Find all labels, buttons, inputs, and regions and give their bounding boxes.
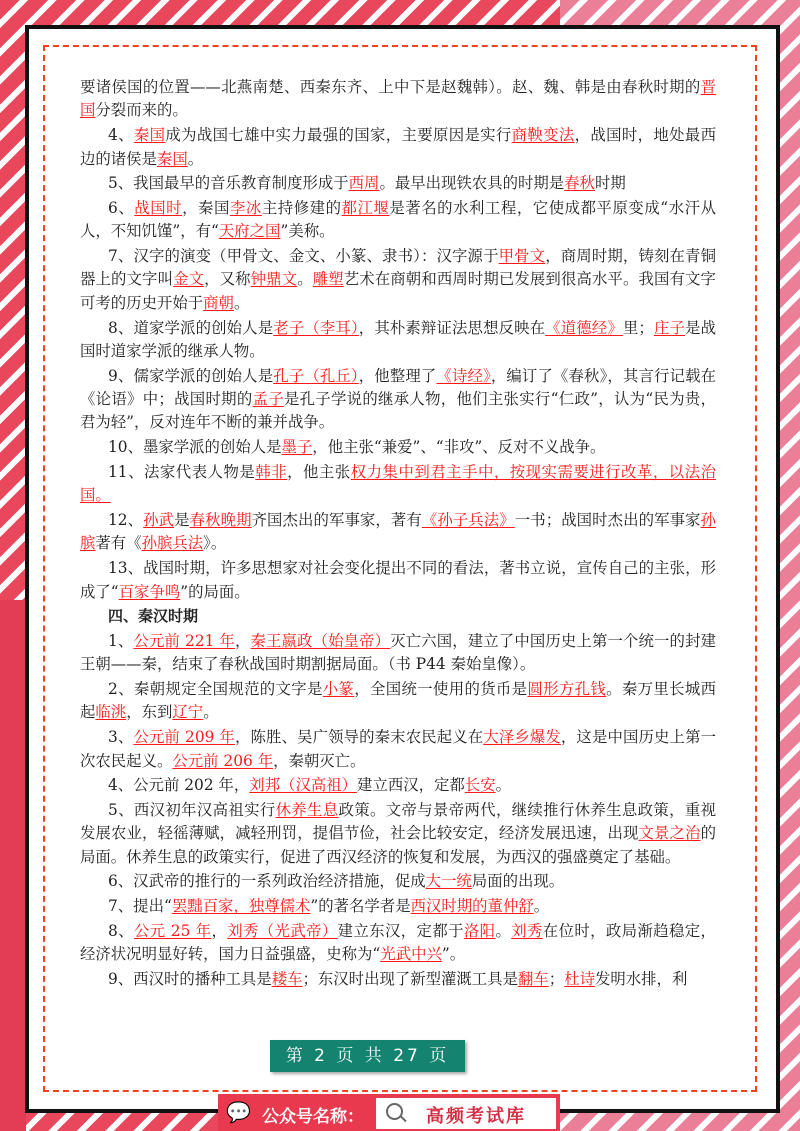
text-segment: 四、秦汉时期 <box>108 607 199 626</box>
paragraph <box>80 365 716 435</box>
highlighted-answer: 战国时 <box>134 198 183 217</box>
text-segment: 。 <box>533 897 550 916</box>
highlighted-answer: 罢黜百家，独尊儒术 <box>171 897 311 916</box>
highlighted-answer: 西汉时期的董仲舒 <box>410 897 534 916</box>
highlighted-answer: 耧车 <box>271 969 303 988</box>
paragraph <box>80 774 716 797</box>
text-segment: 是 <box>174 510 190 529</box>
text-segment: 建立西汉，定都 <box>357 776 465 795</box>
text-segment: 局面的出现。 <box>471 872 565 891</box>
text-segment: 。 <box>187 149 204 168</box>
highlighted-answer: 《孙子兵法》 <box>421 510 515 529</box>
paragraph <box>80 436 716 459</box>
paragraph <box>80 172 716 195</box>
text-segment: 主持修建的 <box>261 198 342 217</box>
highlighted-answer: 公元前 206 年 <box>172 751 274 770</box>
text-segment: ， <box>234 631 251 650</box>
highlighted-answer: 晋国 <box>80 78 716 120</box>
text-segment: 是孔子学说的继承人物，他们主张实行“仁政”，认为“民为贵，君为轻”，反对连年不断的兼并战争。 <box>80 390 716 432</box>
highlighted-answer: 公元 25 年 <box>133 921 212 940</box>
text-segment: 11、法家代表人物是 <box>108 462 256 481</box>
text-segment: 4、公元前 202 年， <box>108 776 250 795</box>
text-segment: 13、战国时期，许多思想家对社会变化提出不同的看法，著书立说，宣传自己的主张，形成了“ <box>80 559 716 601</box>
text-segment: 艺术在商朝和西周时期已发展到很高水平。我国有文字可考的历史开始于 <box>80 270 716 312</box>
text-segment: 。 <box>233 293 250 312</box>
background-accent <box>0 600 26 1131</box>
highlighted-answer: 春秋 <box>564 174 595 193</box>
paragraph <box>80 76 716 123</box>
text-segment: ，陈胜、吴广领导的秦末农民起义在 <box>234 728 484 747</box>
text-segment: 1、 <box>108 631 134 650</box>
highlighted-answer: 刘秀 <box>511 921 543 940</box>
text-segment: ”美称。 <box>280 222 335 241</box>
text-segment: 》。 <box>203 534 227 553</box>
highlighted-answer: 孙膑 <box>80 510 716 553</box>
highlighted-answer: 都江堰 <box>341 198 390 217</box>
text-segment: 。秦万里长城西起 <box>80 680 716 722</box>
text-segment: 7、提出“ <box>108 897 172 916</box>
page-number-badge: 第 2 页 共 27 页 <box>270 1040 465 1072</box>
text-segment: 3、 <box>108 728 134 747</box>
text-segment: 要诸侯国的位置——北燕南楚、西秦东齐、上中下是赵魏韩）。赵、魏、韩是由春秋时期的 <box>80 78 701 96</box>
highlighted-answer: 商鞅变法 <box>511 126 575 145</box>
text-segment: 9、儒家学派的创始人是 <box>108 366 274 385</box>
paragraph <box>80 678 716 725</box>
highlighted-answer: 小篆 <box>322 680 355 699</box>
highlighted-answer: 杜诗 <box>564 969 595 988</box>
text-segment: 是战国时道家学派的继承人物。 <box>80 318 716 360</box>
highlighted-answer: 春秋晚期 <box>189 510 252 529</box>
paragraph <box>80 920 716 967</box>
text-segment: ， <box>211 921 228 940</box>
text-segment: 。 <box>297 270 313 289</box>
text-segment: 发明水排，利 <box>594 969 688 988</box>
text-segment: ，战国时，地处最西边的诸侯是 <box>80 126 716 168</box>
text-segment: 。 <box>495 921 512 940</box>
paragraph <box>80 509 716 556</box>
text-segment: 。 <box>495 776 511 795</box>
highlighted-answer: 《诗经》 <box>436 366 491 385</box>
text-segment: ”的局面。 <box>180 582 250 601</box>
highlighted-answer: 庄子 <box>653 318 686 337</box>
text-segment: 8、 <box>108 921 134 940</box>
paragraph <box>80 630 716 677</box>
text-segment: ；东汉时出现了新型灌溉工具是 <box>302 969 518 988</box>
text-segment: 成为战国七雄中实力最强的国家，主要原因是实行 <box>165 126 512 145</box>
text-segment: 时期 <box>594 174 626 193</box>
highlighted-answer: 秦王嬴政（始皇帝） <box>250 631 391 650</box>
text-segment: ，商周时期，铸刻在青铜器上的文字叫 <box>80 247 716 289</box>
highlighted-answer: 洛阳 <box>463 921 496 940</box>
text-segment: 6、 <box>108 198 135 217</box>
highlighted-answer: 公元前 209 年 <box>133 728 235 747</box>
paragraph <box>80 461 716 508</box>
text-segment: 9、西汉时的播种工具是 <box>108 969 272 988</box>
highlighted-answer: 甲骨文 <box>498 247 546 266</box>
account-name: 高频考试库 <box>426 1106 526 1127</box>
text-segment: ，他整理了 <box>358 366 437 385</box>
paragraph <box>80 726 716 773</box>
text-segment: ”。 <box>441 945 466 964</box>
highlighted-answer: 孙膑兵法 <box>141 534 204 553</box>
text-segment: 一书；战国时杰出的军事家 <box>514 510 701 529</box>
highlighted-answer: 临洮 <box>95 703 127 722</box>
text-segment: ，这是中国历史上第一次农民起义。 <box>80 728 716 770</box>
highlighted-answer: 韩非 <box>255 462 288 481</box>
text-segment: 2、秦朝规定全国规范的文字是 <box>108 680 323 699</box>
highlighted-answer: 刘邦（汉高祖） <box>249 776 358 795</box>
paragraph <box>80 870 716 893</box>
text-segment: 5、西汉初年汉高祖实行 <box>108 800 276 819</box>
highlighted-answer: 钟鼎文 <box>250 270 298 289</box>
highlighted-answer: 雕塑 <box>312 270 344 289</box>
text-segment: 政策。文帝与景帝两代，继续推行休养生息政策，重视发展农业，轻徭薄赋，减轻刑罚，提倡节俭，社会比较安定，经济发展迅速，出现 <box>80 800 716 843</box>
paragraph <box>80 799 716 869</box>
footer-label: 公众号名称： <box>262 1107 364 1127</box>
highlighted-answer: 圆形方孔钱 <box>527 680 607 699</box>
highlighted-answer: 文景之治 <box>638 824 701 843</box>
paragraph <box>80 197 716 244</box>
text-segment: 8、道家学派的创始人是 <box>108 318 274 337</box>
section-heading <box>80 605 716 628</box>
paragraph <box>80 968 716 991</box>
highlighted-answer: 老子（李耳） <box>273 318 359 337</box>
highlighted-answer: 孟子 <box>252 390 284 409</box>
wechat-icon: 💬 <box>226 1100 251 1124</box>
text-segment: ，秦国 <box>182 198 230 217</box>
text-segment: 里； <box>622 318 654 337</box>
highlighted-answer: 辽宁 <box>172 703 204 722</box>
text-segment: 分裂而来的。 <box>95 101 188 120</box>
text-segment: ”的著名学者是 <box>310 897 411 916</box>
account-search-box[interactable] <box>375 1097 557 1130</box>
highlighted-answer: 秦国 <box>133 126 166 145</box>
highlighted-answer: 长安 <box>464 776 496 795</box>
search-icon <box>386 1103 403 1120</box>
text-segment: ，他主张“兼爱”、“非攻”、反对不义战争。 <box>312 438 606 457</box>
text-segment: ，又称 <box>204 270 251 289</box>
highlighted-answer: 孔子（孔丘） <box>273 366 359 385</box>
text-segment: ，秦朝灭亡。 <box>273 751 366 770</box>
text-segment: ，东到 <box>126 703 173 722</box>
highlighted-answer: 休养生息 <box>275 800 339 819</box>
highlighted-answer: 商朝 <box>203 293 234 312</box>
document-body <box>80 76 716 993</box>
highlighted-answer: 翻车 <box>517 969 549 988</box>
text-segment: 著有《 <box>95 534 142 553</box>
text-segment: 建立东汉，定都于 <box>337 921 464 940</box>
text-segment: 4、 <box>108 126 134 145</box>
text-segment: ； <box>548 969 565 988</box>
text-segment: ，编订了《春秋》，其言行记载在《论语》中；战国时期的 <box>80 366 716 409</box>
highlighted-answer: 百家争鸣 <box>118 582 181 601</box>
text-segment: 。最早出现铁农具的时期是 <box>379 174 565 193</box>
highlighted-answer: 刘秀（光武帝） <box>227 921 338 940</box>
text-segment: ，全国统一使用的货币是 <box>354 680 528 699</box>
highlighted-answer: 光武中兴 <box>380 945 442 964</box>
highlighted-answer: 大泽乡爆发 <box>483 728 561 747</box>
paragraph <box>80 245 716 315</box>
text-segment: 6、汉武帝的推行的一系列政治经济措施，促成 <box>108 872 426 891</box>
text-segment: ，他主张 <box>287 462 351 481</box>
highlighted-answer: 大一统 <box>425 872 472 891</box>
text-segment: 的局面。休养生息的政策实行，促进了西汉经济的恢复和发展，为西汉的强盛奠定了基础。 <box>80 824 716 866</box>
highlighted-answer: 天府之国 <box>218 222 281 241</box>
text-segment: 齐国杰出的军事家，著有 <box>251 510 422 529</box>
text-segment: 12、 <box>108 510 144 529</box>
highlighted-answer: 《道德经》 <box>545 318 623 337</box>
highlighted-answer: 金文 <box>173 270 205 289</box>
text-segment: 是著名的水利工程，它使成都平原变成“水汗从人，不知饥馑”，有“ <box>80 198 716 241</box>
text-segment: ，其朴素辩证法思想反映在 <box>358 318 546 337</box>
paragraph <box>80 895 716 918</box>
text-segment: 灭亡六国，建立了中国历史上第一个统一的封建王朝——秦，结束了春秋战国时期割据局面。（书 P44 秦始皇像）。 <box>80 631 716 674</box>
text-segment: 10、墨家学派的创始人是 <box>108 438 282 457</box>
text-segment: 。 <box>203 703 219 722</box>
paragraph <box>80 557 716 604</box>
text-segment: 7、汉字的演变（甲骨文、金文、小篆、隶书）：汉字源于 <box>108 247 499 266</box>
highlighted-answer: 孙武 <box>143 510 175 529</box>
text-segment: 在位时，政局渐趋稳定，经济状况明显好转，国力日益强盛，史称为“ <box>80 921 716 964</box>
paragraph <box>80 124 716 171</box>
highlighted-answer: 李冰 <box>229 198 262 217</box>
highlighted-answer: 墨子 <box>281 438 313 457</box>
text-segment: 5、我国最早的音乐教育制度形成于 <box>108 174 349 193</box>
paragraph <box>80 317 716 364</box>
highlighted-answer: 秦国 <box>156 149 188 168</box>
highlighted-answer: 公元前 221 年 <box>133 631 235 650</box>
footer-banner <box>218 1094 560 1131</box>
highlighted-answer: 权力集中到君主手中，按现实需要进行改革，以法治国。 <box>80 462 716 505</box>
highlighted-answer: 西周 <box>348 174 380 193</box>
